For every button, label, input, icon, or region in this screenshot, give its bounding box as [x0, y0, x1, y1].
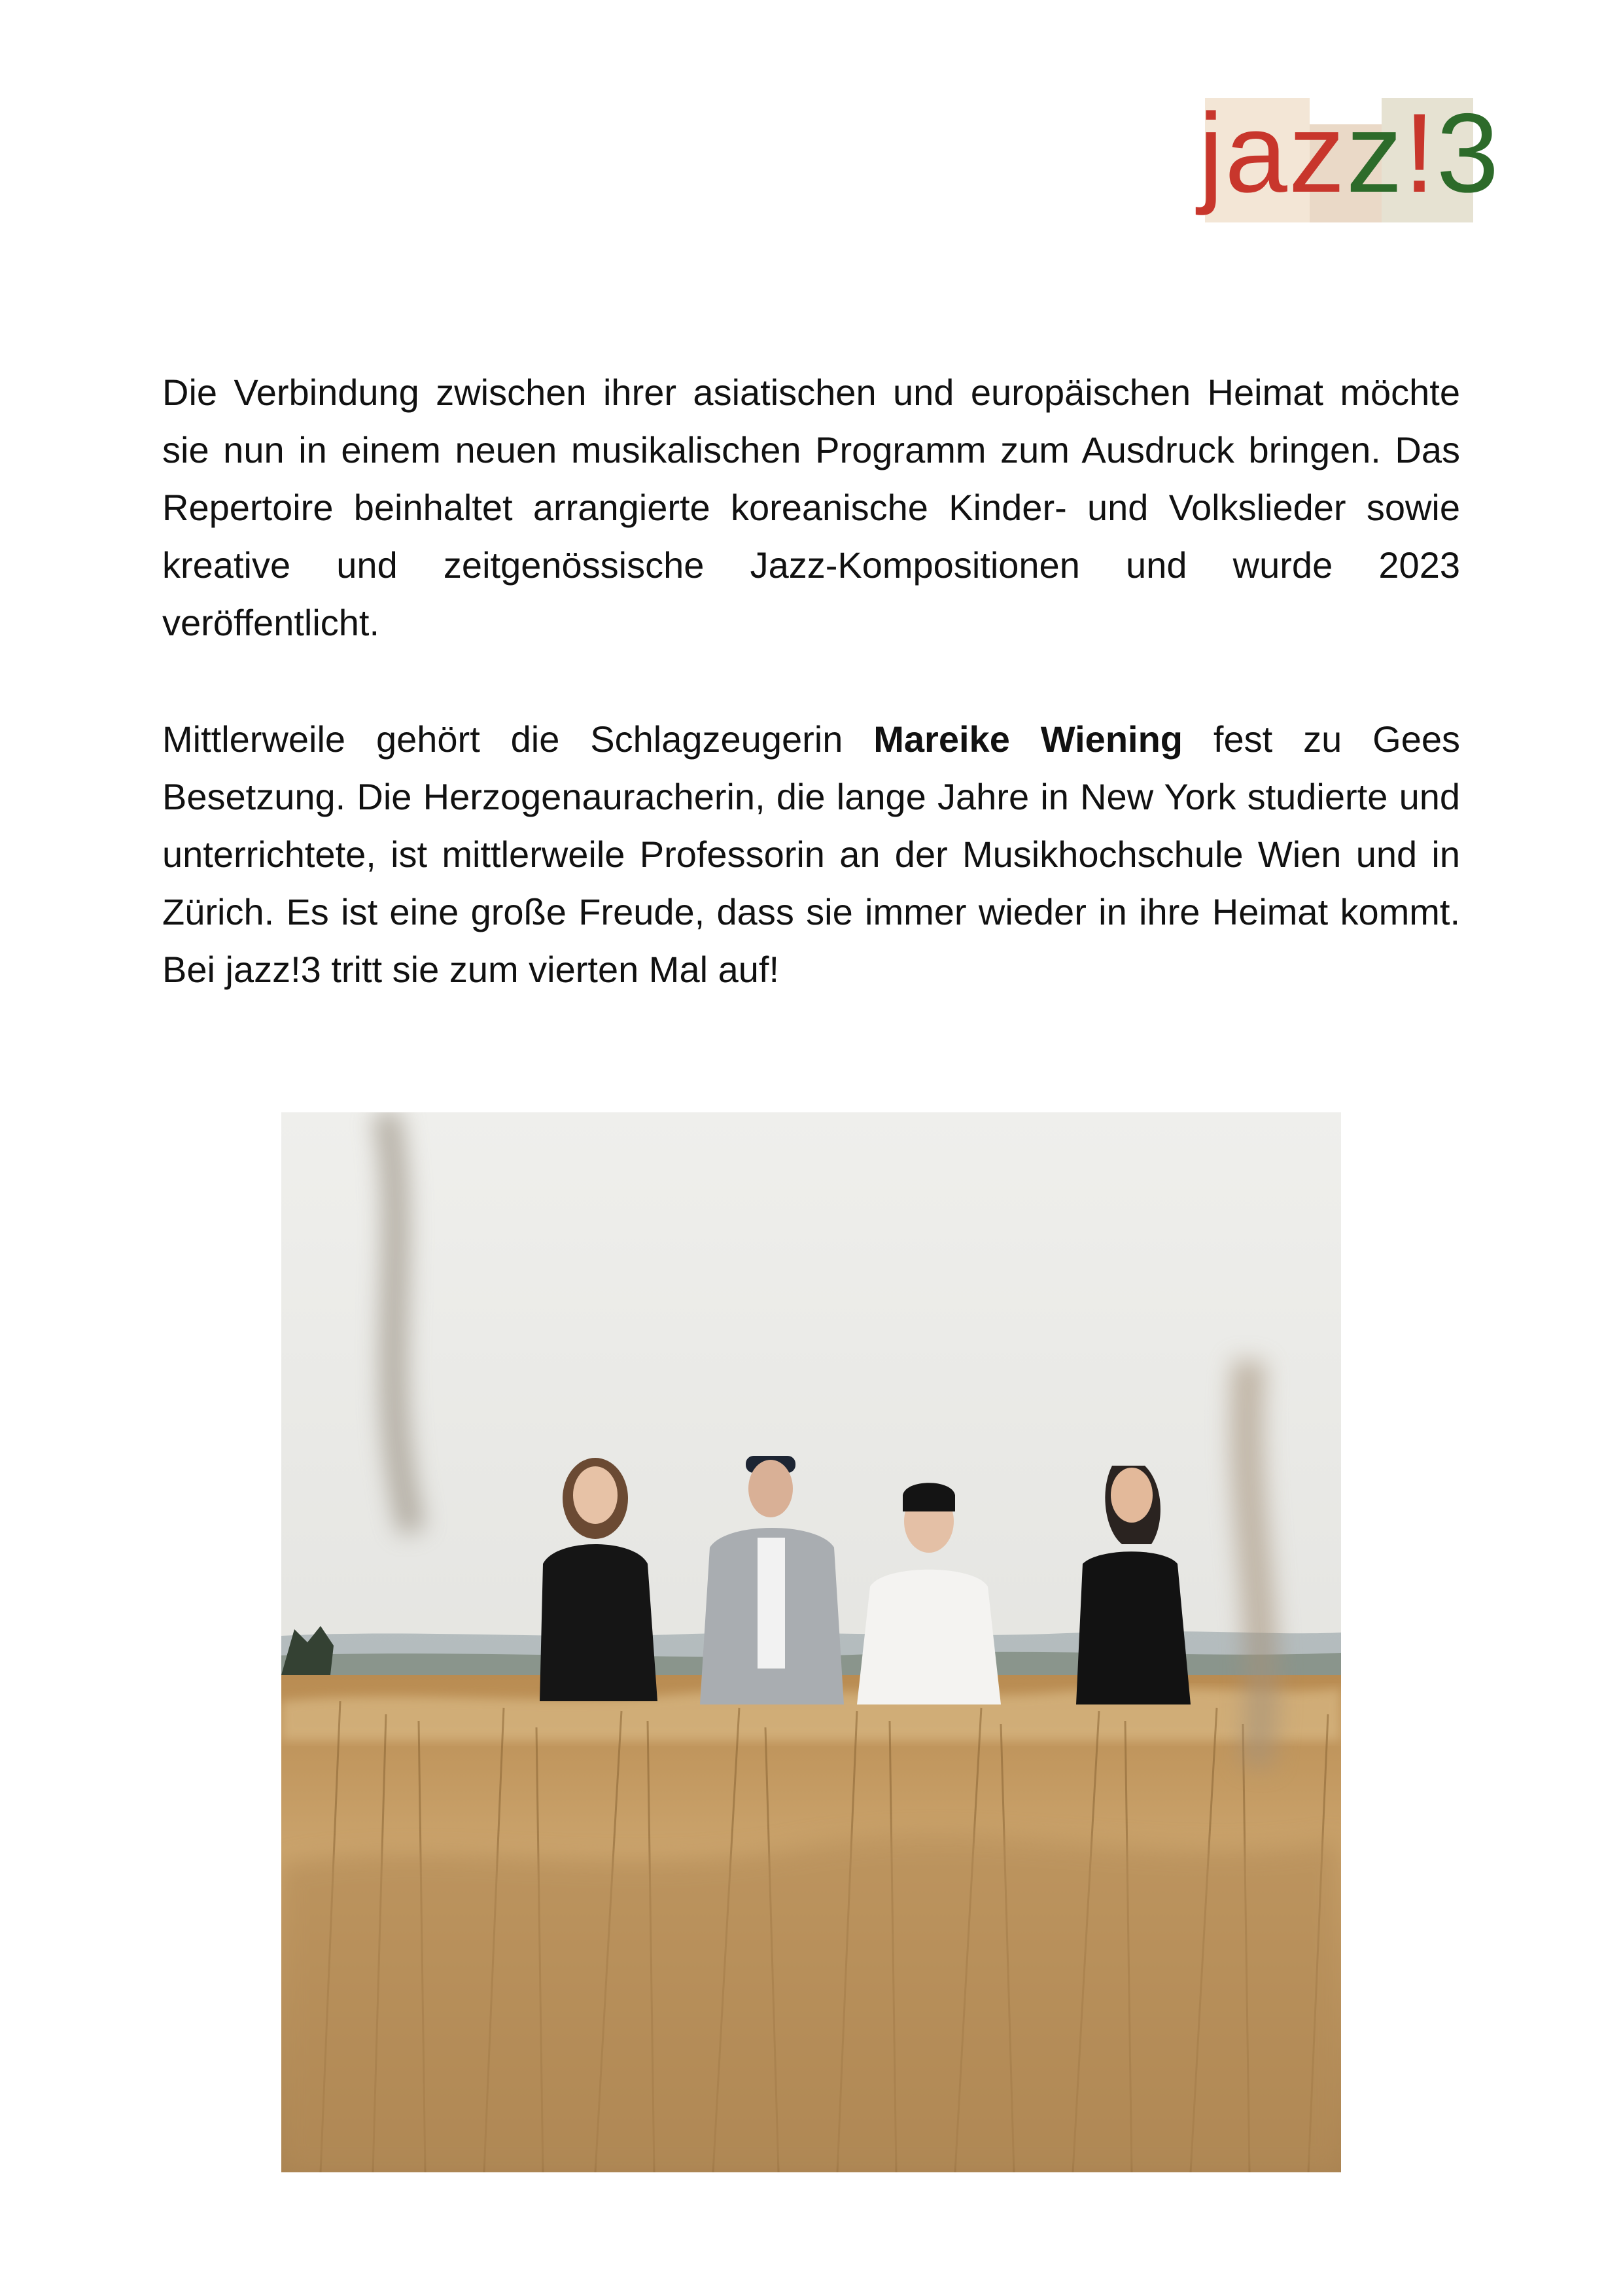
- paragraph-program: Die Verbindung zwischen ihrer asiatischen und europäischen Heimat möchte sie nun in einem neuen musikalischen Programm zum Ausdruck bringen. Das Repertoire beinhaltet arrangierte koreanische Kinder- und Volkslieder sowie kreative und zeitgenössische Jazz-Kompositionen und wurde 2023 veröffentlicht.: [162, 372, 1460, 643]
- jazz3-logo: [1185, 90, 1501, 236]
- band-photo: [281, 1112, 1341, 2172]
- drummer-name: Mareike Wiening: [873, 718, 1183, 760]
- logo-wordmark: jazz!3: [1198, 90, 1501, 216]
- paragraph-drummer: Mittlerweile gehört die Schlagzeugerin Mareike Wiening fest zu Gees Besetzung. Die Herzogenauracherin, die lange Jahre in New York studierte und unterrichtete, ist mittlerweile Professorin an der Musikhochschule Wien und in Zürich. Es ist eine große Freude, dass sie immer wieder in ihre Heimat kommt. Bei jazz!3 tritt sie zum vierten Mal auf!: [162, 718, 1461, 990]
